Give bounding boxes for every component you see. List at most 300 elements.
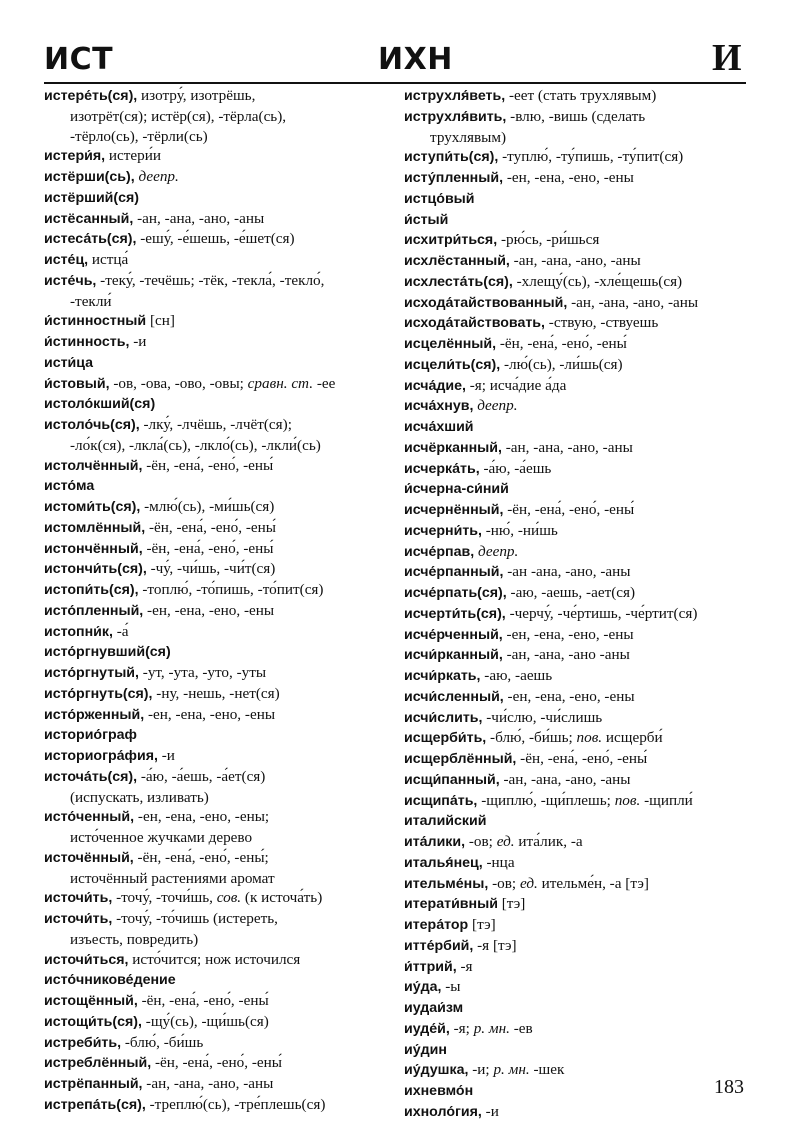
dictionary-entry: [44, 601, 396, 622]
headword: исщи́панный,: [404, 771, 500, 788]
dictionary-entry: [404, 708, 760, 729]
headword: источённый,: [44, 849, 134, 866]
entry-text: -щиплю́, -щи́плешь;: [477, 791, 615, 809]
headword: исча́дие,: [404, 377, 466, 394]
entry-text: -ов;: [488, 874, 520, 892]
entry-text: -точу́, -точи́шь,: [112, 889, 217, 907]
entry-text: -ён, -ена́, -ено́, -ены́: [142, 456, 274, 474]
dictionary-entry: [44, 663, 396, 684]
entry-text: -а́ю, -а́ешь: [479, 459, 552, 477]
entry-text: -теку́, -течёшь; -тёк, -текла́, -текло́,: [96, 271, 325, 289]
headword: исчи́рканный,: [404, 647, 503, 664]
headword: истрепа́ть(ся),: [44, 1096, 146, 1113]
dictionary-entry: [404, 811, 760, 832]
headword: истощи́ть(ся),: [44, 1013, 142, 1030]
dictionary-entry: [404, 749, 760, 770]
grammar-note: деепр.: [477, 397, 518, 415]
dictionary-entry: [44, 497, 396, 518]
headword: исте́чь,: [44, 272, 97, 289]
entry-text: -и: [481, 1102, 499, 1120]
headword: исчёрканный,: [404, 439, 502, 456]
dictionary-entry: [44, 1053, 396, 1074]
entry-text: -тёрло(сь), -тёрли(сь): [70, 127, 208, 145]
entry-text: -треплю́(сь), -тре́плешь(ся): [145, 1095, 326, 1113]
entry-text: -ее: [313, 374, 336, 392]
entry-text: [тэ]: [468, 916, 496, 933]
headword: итера́тор: [404, 917, 469, 933]
entry-text: -а́ю, -а́ешь, -а́ет(ся): [137, 767, 266, 785]
headword: истоло́кший(ся): [44, 396, 156, 413]
entry-text: -я: [456, 957, 473, 975]
headword: исцелённый,: [404, 336, 497, 352]
entry-text: -ов;: [465, 833, 497, 850]
entry-text: -щу́(сь), -щи́шь(ся): [141, 1012, 269, 1030]
headword: исто́рженный,: [44, 706, 145, 723]
headword: исхода́тайствовать,: [404, 315, 545, 332]
entry-text: -точу́, -то́чишь (истереть,: [112, 910, 278, 927]
headword: ительме́ны,: [404, 875, 489, 892]
dictionary-entry: [404, 168, 760, 189]
headword: источа́ть(ся),: [44, 768, 138, 785]
entry-text: -аю, -аешь: [480, 667, 553, 684]
dictionary-entry: [44, 642, 396, 663]
entry-text: (к источа́ть): [241, 889, 323, 907]
entry-text: -ы: [441, 978, 461, 996]
dictionary-entry: [44, 374, 396, 395]
dictionary-entry: [404, 313, 760, 334]
dictionary-entry: [44, 950, 396, 971]
entry-text: ительме́н, -а [тэ]: [537, 874, 649, 892]
dictionary-entry: [404, 417, 760, 438]
entry-continuation: [44, 869, 396, 889]
entry-text: истери́и: [105, 147, 161, 165]
dictionary-entry: [404, 1102, 760, 1123]
dictionary-entry: [404, 210, 760, 231]
entry-text: -и: [157, 747, 175, 764]
headword: иу́душка,: [404, 1062, 469, 1079]
dictionary-entry: [404, 107, 760, 128]
dictionary-entry: [44, 209, 396, 230]
entry-text: -блю́, -би́шь: [121, 1033, 204, 1051]
headword: исче́рченный,: [404, 626, 503, 643]
headword: истолчённый,: [44, 457, 143, 474]
headword: и́стинностный: [44, 313, 147, 330]
entry-continuation: [44, 107, 396, 127]
dictionary-entry: [404, 500, 760, 521]
headword: и́стовый,: [44, 375, 110, 392]
entry-text: -чу́, -чи́шь, -чи́т(ся): [146, 560, 276, 578]
entry-text: -ан, -ана, -ано, -аны: [133, 209, 265, 227]
dictionary-entry: [44, 539, 396, 560]
headword: исти́ца: [44, 354, 94, 371]
dictionary-entry: [404, 583, 760, 604]
dictionary-entry: [44, 271, 396, 292]
entry-text: -ан, -ана, -ано, -аны: [501, 438, 633, 456]
headword: исто́чникове́дение: [44, 972, 176, 989]
entry-text: -ен, -ена, -ено, -ены: [503, 687, 635, 705]
grammar-note: сов.: [216, 889, 242, 907]
headword: ихневмо́н: [404, 1083, 474, 1099]
headword: иструхля́вить,: [404, 108, 507, 125]
entry-text: -и: [129, 333, 147, 350]
dictionary-entry: [404, 479, 760, 500]
entry-text: -ствую, -ствуешь: [544, 314, 659, 332]
dictionary-entry: [404, 334, 760, 355]
headword: исча́хнув,: [404, 398, 474, 415]
headword: исто́пленный,: [44, 602, 144, 619]
dictionary-entry: [44, 86, 396, 107]
headword: исче́рпанный,: [404, 564, 504, 581]
entry-text: -лку́, -лчёшь, -лчёт(ся);: [139, 416, 292, 433]
headword: итте́рбий,: [404, 937, 474, 954]
entry-text: -ен, -ена, -ено, -ены;: [134, 808, 270, 826]
headword: иудаи́зм: [404, 1000, 464, 1016]
dictionary-entry: [404, 604, 760, 625]
dictionary-entry: [44, 746, 396, 767]
entry-text: исто́ченное жучками дерево: [70, 829, 253, 846]
headword: исчерти́ть(ся),: [404, 605, 506, 622]
dictionary-entry: [404, 957, 760, 978]
entry-continuation: [44, 930, 396, 950]
dictionary-entry: [44, 848, 396, 869]
entry-text: -еет (стать трухлявым): [505, 87, 657, 104]
entry-text: -ло́к(ся), -лкла́(сь), -лкло́(сь), -лкли́(сь): [70, 436, 321, 454]
dictionary-entry: [404, 791, 760, 812]
headword: истощённый,: [44, 993, 138, 1009]
dictionary-entry: [44, 476, 396, 497]
dictionary-entry: [44, 311, 396, 332]
headword: исхода́тайствованный,: [404, 294, 568, 311]
entry-continuation: [44, 788, 396, 808]
section-letter: И: [711, 37, 742, 79]
entry-text: изотру́, изотрёшь,: [137, 87, 256, 104]
entry-text: -ён, -ена́, -ено́, -ены́;: [133, 848, 269, 866]
headword: исщипа́ть,: [404, 792, 478, 809]
entry-text: [тэ]: [497, 895, 526, 913]
entry-text: трухлявым): [430, 128, 507, 146]
grammar-note: р. мн.: [473, 1019, 510, 1037]
headword: исщерблённый,: [404, 751, 517, 767]
dictionary-entry: [404, 376, 760, 397]
dictionary-entry: [44, 353, 396, 374]
headword: италья́нец,: [404, 854, 483, 871]
entry-text: ита́лик, -а: [514, 833, 583, 850]
headword: истрёпанный,: [44, 1076, 143, 1092]
entry-continuation: [44, 828, 396, 848]
headword: истоло́чь(ся),: [44, 417, 140, 433]
entry-text: -ну, -нешь, -нет(ся): [152, 684, 280, 702]
entry-text: -ан -ана, -ано, -аны: [503, 563, 631, 581]
headword: и́ттрий,: [404, 958, 457, 975]
entry-text: -млю́(сь), -ми́шь(ся): [140, 498, 275, 515]
entry-text: -ан, -ана, -ано, -аны: [567, 293, 699, 311]
headword: исча́хший: [404, 419, 474, 435]
headword: историогра́фия,: [44, 748, 158, 764]
entry-continuation: [404, 128, 760, 148]
headword: ихноло́гия,: [404, 1103, 482, 1120]
dictionary-entry: [404, 1040, 760, 1061]
dictionary-entry: [404, 189, 760, 210]
headword: исто́ченный,: [44, 809, 135, 826]
dictionary-entry: [44, 767, 396, 788]
headword: иу́да,: [404, 979, 442, 996]
headword: истончи́ть(ся),: [44, 561, 147, 578]
grammar-note: пов.: [576, 729, 603, 747]
dictionary-entry: [404, 355, 760, 376]
headword: исчернённый,: [404, 502, 504, 518]
headword: ита́лики,: [404, 834, 466, 850]
headword: исщерби́ть,: [404, 730, 487, 747]
entry-text: -ешу́, -е́шешь, -е́шет(ся): [136, 230, 295, 248]
headword: исто́ргнутый,: [44, 665, 139, 681]
dictionary-entry: [44, 991, 396, 1012]
entry-text: -я;: [449, 1019, 474, 1037]
entry-text: -шек: [529, 1061, 565, 1079]
headword: исчи́ркать,: [404, 668, 481, 684]
dictionary-entry: [404, 645, 760, 666]
headword: истончённый,: [44, 540, 143, 557]
entry-text: -блю́, -би́шь;: [486, 729, 577, 747]
dictionary-entry: [404, 853, 760, 874]
headword: истопни́к,: [44, 623, 113, 640]
entry-text: -ан, -ана, -ано, -аны: [142, 1075, 274, 1092]
dictionary-entry: [44, 332, 396, 353]
headword: исчерка́ть,: [404, 460, 480, 477]
dictionary-entry: [404, 147, 760, 168]
dictionary-entry: [44, 622, 396, 643]
dictionary-entry: [404, 459, 760, 480]
entry-text: -ан, -ана, -ано -аны: [502, 646, 630, 664]
headword: исчи́сленный,: [404, 688, 504, 705]
dictionary-entry: [44, 456, 396, 477]
headword: истомлённый,: [44, 519, 146, 536]
dictionary-entry: [44, 394, 396, 415]
headword: италийский: [404, 813, 487, 830]
headword: истери́я,: [44, 148, 106, 165]
entry-text: -я [тэ]: [473, 936, 517, 954]
guide-word-left: ИСТ: [44, 42, 114, 77]
entry-text: -ен, -ена, -ено, -ены: [502, 625, 634, 643]
entry-text: -ут, -ута, -уто, -уты: [138, 664, 267, 681]
dictionary-entry: [44, 970, 396, 991]
entry-text: -нца: [482, 853, 515, 871]
headword: исче́рпать(ся),: [404, 585, 507, 601]
dictionary-entry: [404, 894, 760, 915]
headword: иуде́й,: [404, 1020, 450, 1037]
entry-text: -а́: [112, 622, 129, 640]
entry-text: -хлещу́(сь), -хле́щешь(ся): [512, 272, 683, 290]
headword: и́стинность,: [44, 334, 130, 350]
entry-text: -ён, -ена́, -ено́, -ены́: [496, 335, 627, 352]
dictionary-entry: [404, 625, 760, 646]
dictionary-entry: [404, 1019, 760, 1040]
dictionary-entry: [44, 250, 396, 271]
headword: истере́ть(ся),: [44, 88, 138, 104]
dictionary-entry: [404, 728, 760, 749]
headword: исто́ргнувший(ся): [44, 644, 171, 661]
headword: исхитри́ться,: [404, 232, 498, 249]
entry-text: изъесть, повредить): [70, 930, 199, 948]
entry-text: -щипли́: [640, 791, 693, 809]
dictionary-entry: [404, 542, 760, 563]
headword: источи́ться,: [44, 951, 129, 968]
headword: исто́ргнуть(ся),: [44, 685, 153, 702]
headword: истеса́ть(ся),: [44, 231, 137, 248]
dictionary-entry: [404, 230, 760, 251]
entry-text: -ен, -ена, -ено, -ены: [143, 601, 275, 619]
dictionary-entry: [404, 770, 760, 791]
headword: истцо́вый: [404, 190, 475, 207]
headword: и́стый: [404, 211, 449, 228]
header-rule: [44, 82, 746, 84]
headword: истоми́ть(ся),: [44, 499, 141, 515]
entry-continuation: [44, 292, 396, 312]
grammar-note: ед.: [496, 833, 515, 850]
headword: истреби́ть,: [44, 1034, 122, 1051]
headword: исче́рпав,: [404, 543, 475, 560]
right-column: [404, 86, 760, 1123]
dictionary-entry: [44, 1095, 396, 1116]
dictionary-entry: [404, 687, 760, 708]
dictionary-entry: [44, 229, 396, 250]
entry-text: источённый растениями аромат: [70, 869, 275, 887]
dictionary-entry: [404, 936, 760, 957]
dictionary-entry: [404, 977, 760, 998]
headword: исхлеста́ть(ся),: [404, 273, 513, 290]
entry-text: -туплю́, -ту́пишь, -ту́пит(ся): [498, 148, 684, 166]
headword: истёсанный,: [44, 210, 134, 227]
guide-word-center: ИХН: [378, 42, 453, 77]
dictionary-entry: [44, 807, 396, 828]
dictionary-entry: [404, 562, 760, 583]
headword: источи́ть,: [44, 890, 113, 907]
entry-text: -ев: [509, 1019, 533, 1037]
dictionary-entry: [44, 1033, 396, 1054]
entry-text: -аю, -аешь, -ает(ся): [506, 584, 636, 601]
headword: исте́ц,: [44, 252, 89, 268]
page-number: 183: [714, 1076, 744, 1098]
entry-text: (испускать, изливать): [70, 788, 209, 806]
headword: исхлёстанный,: [404, 253, 510, 269]
headword: истреблённый,: [44, 1055, 152, 1072]
dictionary-entry: [404, 666, 760, 687]
entry-text: -ён, -ена́, -ено́, -ены́: [516, 750, 648, 767]
headword: исчи́слить,: [404, 709, 483, 726]
dictionary-entry: [404, 396, 760, 417]
grammar-note: ед.: [519, 874, 538, 892]
left-column: [44, 86, 396, 1116]
dictionary-entry: [404, 1060, 760, 1081]
grammar-note: сравн. ст.: [247, 374, 314, 392]
entry-text: -топлю́, -то́пишь, -то́пит(ся): [138, 581, 324, 598]
headword: иступи́ть(ся),: [404, 149, 499, 166]
grammar-note: пов.: [614, 791, 641, 809]
entry-text: -ан, -ана, -ано, -аны: [509, 252, 641, 269]
headword: иструхля́веть,: [404, 88, 506, 104]
dictionary-entry: [404, 998, 760, 1019]
entry-continuation: [44, 436, 396, 456]
entry-text: -лю́(сь), -ли́шь(ся): [500, 355, 623, 373]
headword: исту́пленный,: [404, 170, 504, 186]
dictionary-entry: [404, 521, 760, 542]
entry-text: -ён, -ена́, -ено́, -ены́: [142, 539, 274, 557]
headword: итерати́вный: [404, 896, 498, 913]
entry-text: -ён, -ена́, -ено́, -ены́: [151, 1054, 282, 1072]
headword: источи́ть,: [44, 911, 113, 927]
entry-text: -ов, -ова, -ово, -овы;: [109, 374, 248, 392]
dictionary-entry: [44, 1012, 396, 1033]
entry-text: -и;: [468, 1061, 494, 1079]
dictionary-entry: [44, 909, 396, 930]
dictionary-entry: [404, 272, 760, 293]
headword: истёрший(ся): [44, 189, 140, 206]
entry-text: истца́: [88, 251, 129, 268]
dictionary-entry: [404, 915, 760, 936]
entry-text: [сн]: [146, 312, 175, 330]
dictionary-entry: [404, 874, 760, 895]
entry-text: исщерби́: [602, 729, 663, 747]
entry-text: -ен, -ена, -ено, -ены: [503, 169, 634, 186]
dictionary-entry: [404, 438, 760, 459]
headword: иу́дин: [404, 1041, 447, 1058]
dictionary-entry: [404, 251, 760, 272]
headword: исцели́ть(ся),: [404, 356, 501, 373]
entry-text: -ан, -ана, -ано, -аны: [499, 770, 631, 788]
dictionary-entry: [44, 188, 396, 209]
dictionary-entry: [44, 684, 396, 705]
headword: историо́граф: [44, 727, 137, 744]
dictionary-entry: [44, 888, 396, 909]
entry-text: -текли́: [70, 292, 112, 310]
entry-text: -я; исча́дие а́да: [465, 376, 567, 394]
entry-text: -чи́слю, -чи́слишь: [482, 708, 603, 726]
dictionary-entry: [44, 146, 396, 167]
entry-text: -черчу́, -че́ртишь, -че́ртит(ся): [505, 604, 698, 622]
entry-text: -ён, -ена́, -ено́, -ены́: [503, 501, 635, 518]
dictionary-entry: [44, 1074, 396, 1095]
entry-text: изотрёт(ся); истёр(ся), -тёрла(сь),: [70, 107, 287, 125]
dictionary-entry: [44, 415, 396, 436]
grammar-note: р. мн.: [493, 1061, 530, 1079]
headword: истёрши(сь),: [44, 169, 135, 185]
headword: исто́ма: [44, 478, 95, 495]
dictionary-entry: [404, 86, 760, 107]
headword: и́счерна-си́ний: [404, 481, 509, 498]
headword: истопи́ть(ся),: [44, 582, 139, 598]
dictionary-entry: [404, 832, 760, 853]
page-header: [44, 36, 750, 84]
entry-text: -влю, -вишь (сделать: [506, 107, 646, 125]
grammar-note: деепр.: [138, 168, 179, 185]
dictionary-entry: [44, 167, 396, 188]
headword: исчерни́ть,: [404, 522, 482, 539]
dictionary-entry: [404, 293, 760, 314]
dictionary-entry: [44, 559, 396, 580]
dictionary-entry: [44, 580, 396, 601]
entry-continuation: [44, 127, 396, 147]
entry-text: -рю́сь, -ри́шься: [497, 231, 600, 249]
entry-text: -ен, -ена, -ено, -ены: [144, 705, 276, 723]
entry-text: -ён, -ена́, -ено́, -ены́: [137, 992, 269, 1009]
dictionary-entry: [404, 1081, 760, 1102]
grammar-note: деепр.: [477, 542, 519, 560]
entry-text: -ён, -ена́, -ено́, -ены́: [145, 518, 276, 536]
dictionary-entry: [44, 725, 396, 746]
dictionary-entry: [44, 705, 396, 726]
entry-text: исто́чится; нож источился: [128, 950, 301, 968]
dictionary-entry: [44, 518, 396, 539]
entry-text: -ню́, -ни́шь: [481, 521, 558, 539]
